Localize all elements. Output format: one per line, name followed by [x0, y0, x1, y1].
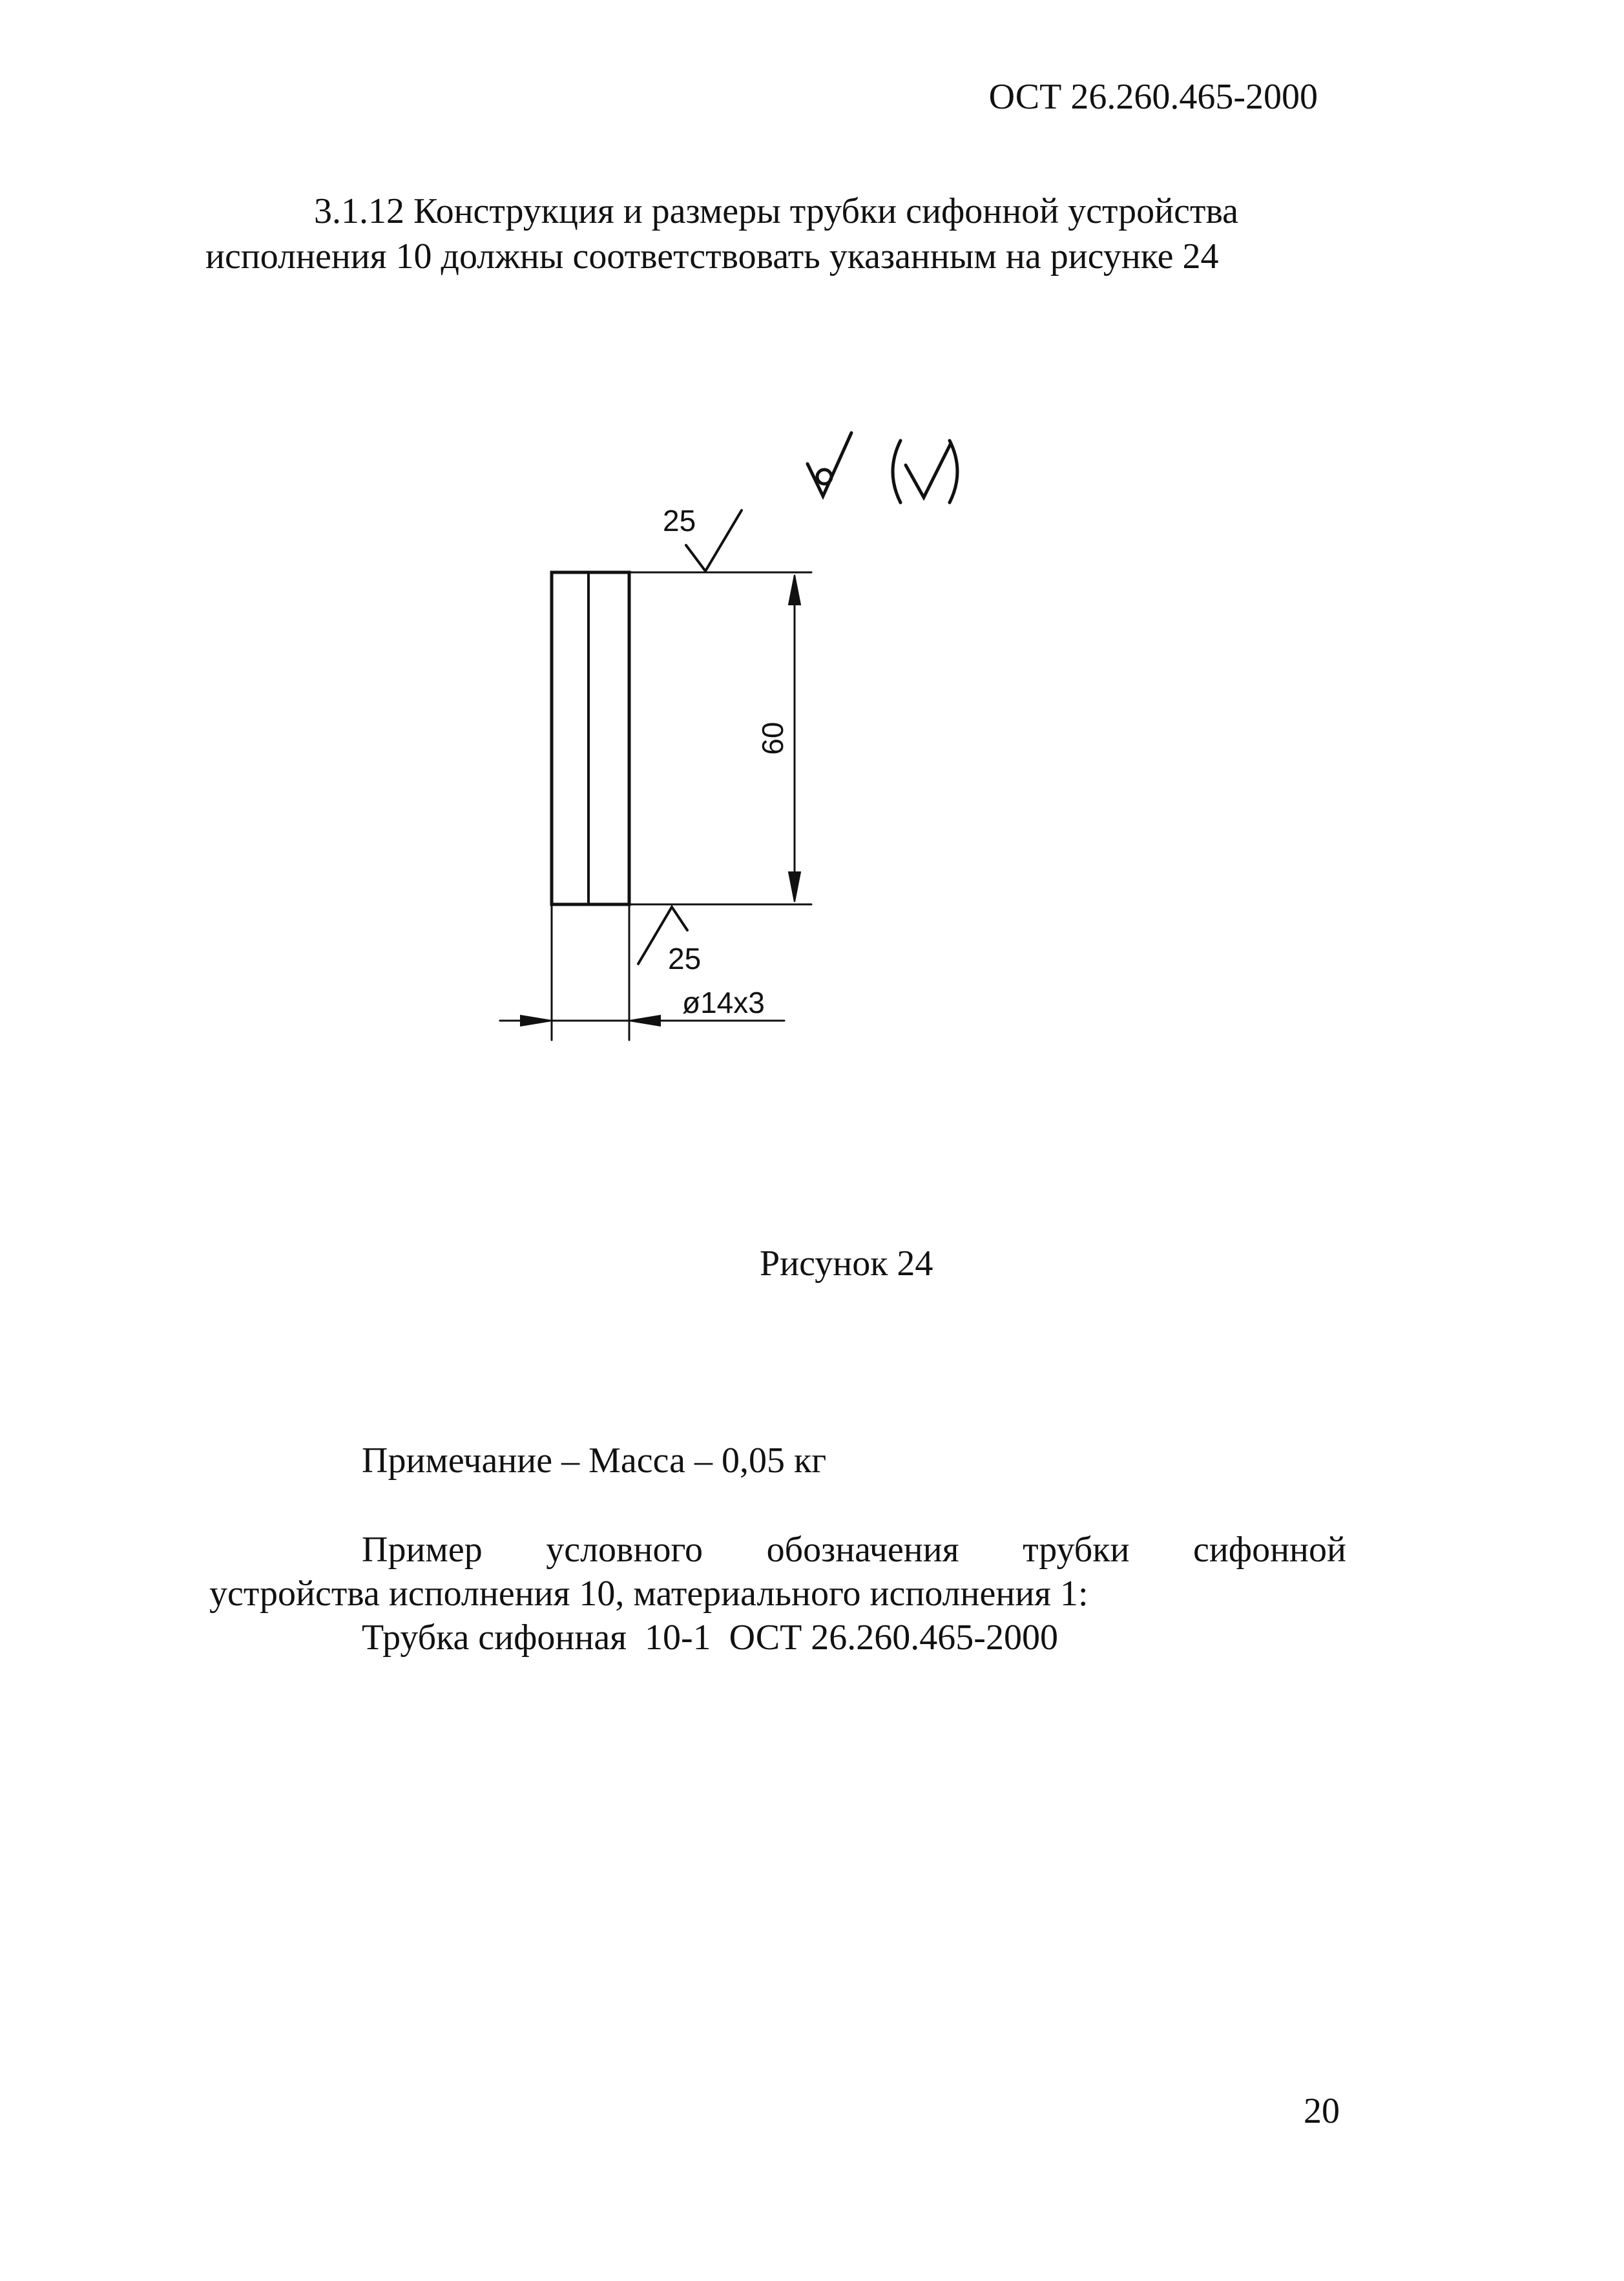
- page-number: 20: [1304, 2091, 1340, 2131]
- example-word: обозначения: [766, 1530, 959, 1570]
- length-dimension-value: 60: [756, 722, 789, 755]
- section-text-line-1: 3.1.12 Конструкция и размеры трубки сифонной устройства: [314, 191, 1239, 231]
- example-line-2: устройства исполнения 10, материального исполнения 1:: [209, 1574, 1088, 1614]
- roughness-bottom-value: 25: [668, 942, 702, 975]
- roughness-top-value: 25: [663, 504, 696, 537]
- length-dimension-line: [789, 575, 800, 902]
- section-text-line-2: исполнения 10 должны соответствовать указанным на рисунке 24: [205, 236, 1219, 276]
- example-line-3: Трубка сифонная 10-1 ОСТ 26.260.465-2000: [362, 1618, 1058, 1658]
- diameter-dimension-value: ø14х3: [682, 986, 765, 1019]
- example-word: сифонной: [1192, 1530, 1346, 1570]
- example-word: трубки: [1023, 1530, 1130, 1570]
- note-text: Примечание – Масса – 0,05 кг: [362, 1441, 827, 1481]
- example-word: условного: [546, 1530, 703, 1570]
- example-line-1: [362, 1527, 1346, 1572]
- example-word: Пример: [362, 1530, 483, 1570]
- figure-caption: Рисунок 24: [760, 1244, 933, 1284]
- tube-outline: [552, 572, 629, 904]
- document-code-header: ОСТ 26.260.465-2000: [988, 77, 1318, 117]
- bracketed-roughness-symbol: [893, 441, 957, 503]
- general-roughness-symbol: [807, 433, 851, 496]
